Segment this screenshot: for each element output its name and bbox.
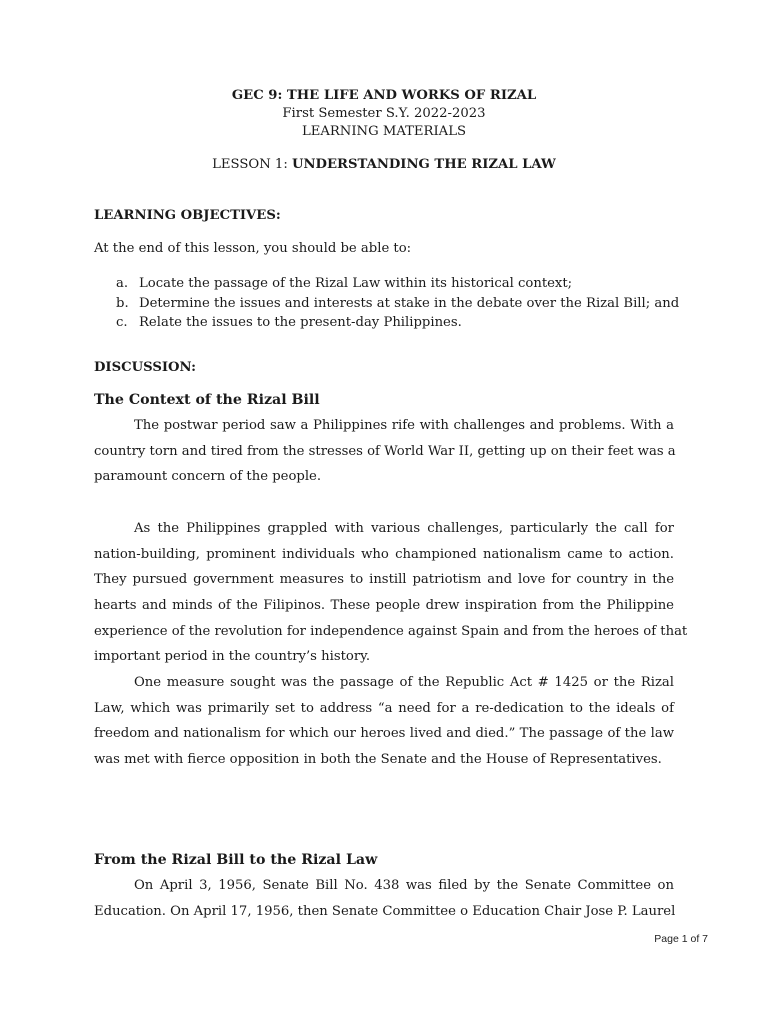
paragraph-line: The postwar period saw a Philippines rife with challenges and problems. With a [134,418,674,433]
section-title-bill-to-law: From the Rizal Bill to the Rizal Law [94,852,378,868]
section-title-context: The Context of the Rizal Bill [94,392,320,408]
paragraph-line: hearts and minds of the Filipinos. These people drew inspiration from the Philippine [94,598,674,614]
discussion-heading: DISCUSSION: [94,360,196,375]
paragraph-line: was met with fierce opposition in both the Senate and the House of Representatives. [94,752,662,768]
objective-item [116,313,679,333]
course-title: GEC 9: THE LIFE AND WORKS OF RIZAL [231,88,537,103]
semester-line: First Semester S.Y. 2022-2023 [282,106,486,121]
page-number: Page 1 of 7 [654,933,708,945]
objective-text: Relate the issues to the present-day Philippines. [139,315,462,330]
paragraph-line: Law, which was primarily set to address “a need for a re-dedication to the ideals of [94,700,674,716]
paragraph-line: One measure sought was the passage of the Republic Act # 1425 or the Rizal [134,675,674,690]
objective-item [116,274,679,294]
lesson-heading [0,157,768,172]
paragraph-line: nation-building, prominent individuals who championed nationalism came to action. [94,546,674,562]
paragraph-line: As the Philippines grappled with various challenges, particularly the call for [134,521,674,536]
objective-letter: a. [116,276,129,291]
paragraph-nation-building [94,516,688,670]
paragraph-line: On April 3, 1956, Senate Bill No. 438 was filed by the Senate Committee on [134,878,674,893]
paragraph-line: freedom and nationalism for which our heroes lived and died.” The passage of the law [94,726,674,742]
objective-text: Locate the passage of the Rizal Law within its historical context; [139,276,573,291]
objective-item [116,294,679,314]
objective-letter: c. [116,315,128,330]
paragraph-line: paramount concern of the people. [94,469,322,485]
objectives-heading: LEARNING OBJECTIVES: [94,208,281,223]
paragraph-line: They pursued government measures to instill patriotism and love for country in the [94,572,674,588]
objectives-intro: At the end of this lesson, you should be able to: [94,241,412,256]
paragraph-postwar [94,413,674,490]
paragraph-line: experience of the revolution for independence against Spain and from the heroes of that [94,623,688,639]
materials-line: LEARNING MATERIALS [301,124,467,139]
paragraph-rizal-law [94,670,674,773]
lesson-title: UNDERSTANDING THE RIZAL LAW [291,157,556,172]
paragraph-line: important period in the country’s history. [94,649,371,665]
objective-letter: b. [116,295,129,311]
objectives-list [116,274,679,333]
lesson-prefix: LESSON 1: [212,157,292,172]
paragraph-line: country torn and tired from the stresses of World War II, getting up on their feet was a [94,443,676,459]
paragraph-line: Education. On April 17, 1956, then Senate Committee o Education Chair Jose P. Laurel [94,903,676,919]
objective-text: Determine the issues and interests at stake in the debate over the Rizal Bill; and [139,295,680,311]
paragraph-senate-bill [94,873,674,924]
